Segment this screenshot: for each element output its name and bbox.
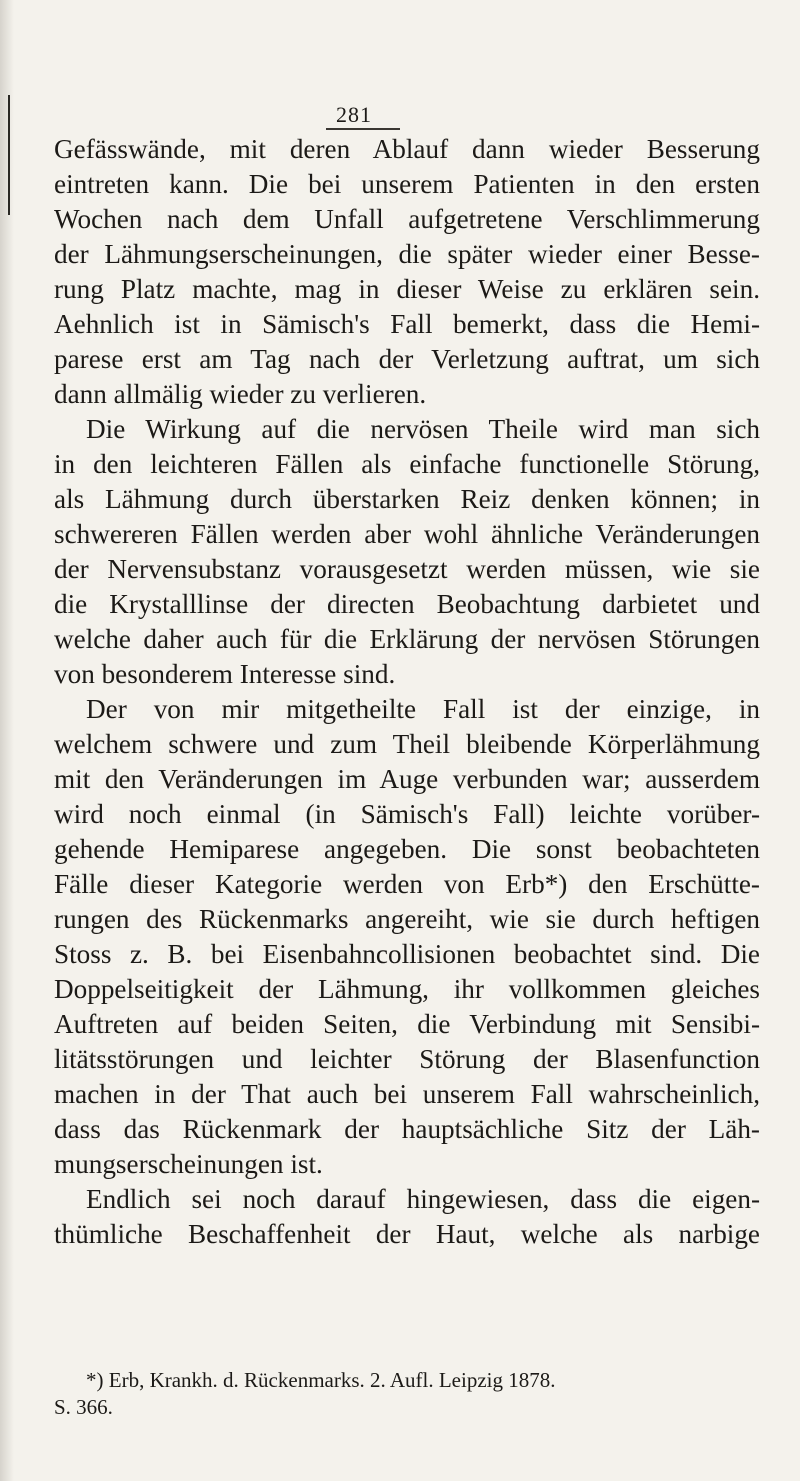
text-line: Die Wirkung auf die nervösen Theile wird man sich	[86, 414, 760, 444]
page-gutter-shadow	[0, 0, 14, 1481]
text-line: wird noch einmal (in Sämisch's Fall) leichte vorüber-	[54, 799, 760, 829]
text-line: mungserscheinungen ist.	[54, 1149, 323, 1179]
text-line: litätsstörungen und leichter Störung der Blasenfunction	[54, 1044, 760, 1074]
text-line: Stoss z. B. bei Eisenbahncollisionen beobachtet sind. Die	[54, 939, 760, 969]
text-line: rungen des Rückenmarks angereiht, wie sie durch heftigen	[54, 904, 760, 934]
text-line: Endlich sei noch darauf hingewiesen, dass die eigen-	[86, 1184, 760, 1214]
text-line: Auftreten auf beiden Seiten, die Verbindung mit Sensibi-	[54, 1009, 760, 1039]
text-line: Gefässwände, mit deren Ablauf dann wieder Besserung	[54, 134, 760, 164]
text-line: in den leichteren Fällen als einfache functionelle Störung,	[54, 449, 760, 479]
text-line: eintreten kann. Die bei unserem Patienten in den ersten	[54, 169, 760, 199]
text-line: welche daher auch für die Erklärung der nervösen Störungen	[54, 624, 760, 654]
page-number: 281	[336, 102, 372, 127]
text-line: Fälle dieser Kategorie werden von Erb*) den Erschütte-	[54, 869, 760, 899]
text-line: gehende Hemiparese angegeben. Die sonst beobachteten	[54, 834, 760, 864]
page-edge-mark	[8, 95, 10, 215]
text-line: Der von mir mitgetheilte Fall ist der einzige, in	[86, 694, 760, 724]
page-number-underline	[326, 128, 400, 130]
text-line: dann allmälig wieder zu verlieren.	[54, 379, 427, 409]
text-line: Aehnlich ist in Sämisch's Fall bemerkt, dass die Hemi-	[54, 309, 760, 339]
text-line: welchem schwere und zum Theil bleibende Körperlähmung	[54, 729, 760, 759]
body-text	[54, 132, 760, 1252]
text-line: als Lähmung durch überstarken Reiz denken können; in	[54, 484, 760, 514]
text-line: mit den Veränderungen im Auge verbunden war; ausserdem	[54, 764, 760, 794]
text-line: dass das Rückenmark der hauptsächliche Sitz der Läh-	[54, 1114, 760, 1144]
text-line: schwereren Fällen werden aber wohl ähnliche Veränderungen	[54, 519, 760, 549]
text-line: thümliche Beschaffenheit der Haut, welche als narbige	[54, 1219, 760, 1249]
text-line: der Lähmungserscheinungen, die später wieder einer Besse-	[54, 239, 760, 269]
text-line: machen in der That auch bei unserem Fall wahrscheinlich,	[54, 1079, 760, 1109]
text-line: der Nervensubstanz vorausgesetzt werden müssen, wie sie	[54, 554, 760, 584]
footnote	[54, 1367, 760, 1421]
text-line: rung Platz machte, mag in dieser Weise zu erklären sein.	[54, 274, 760, 304]
footnote-line: *) Erb, Krankh. d. Rückenmarks. 2. Aufl. Leipzig 1878.	[86, 1368, 556, 1392]
text-line: parese erst am Tag nach der Verletzung auftrat, um sich	[54, 344, 760, 374]
text-line: Doppelseitigkeit der Lähmung, ihr vollkommen gleiches	[54, 974, 760, 1004]
text-line: von besonderem Interesse sind.	[54, 659, 396, 689]
text-line: die Krystalllinse der directen Beobachtung darbietet und	[54, 589, 760, 619]
text-line: Wochen nach dem Unfall aufgetretene Verschlimmerung	[54, 204, 760, 234]
footnote-line: S. 366.	[54, 1395, 113, 1419]
